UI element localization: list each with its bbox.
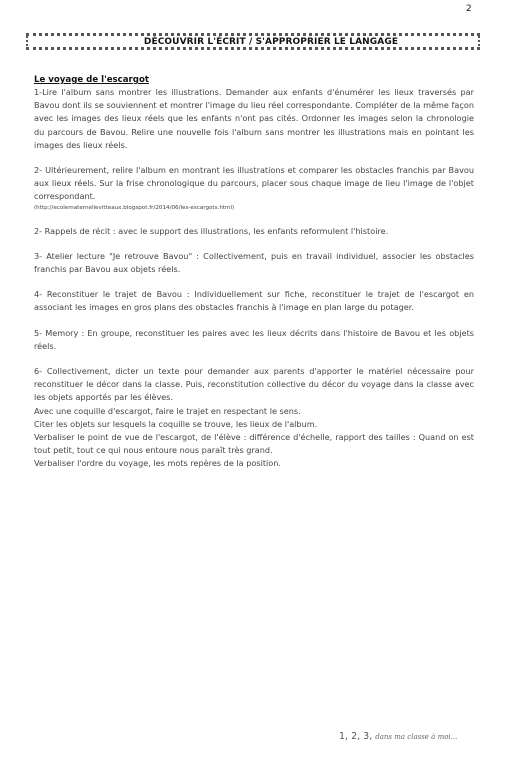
footer-signature xyxy=(339,731,457,742)
page-number: 2 xyxy=(466,4,472,14)
spacer xyxy=(34,353,474,365)
paragraph-6: 5- Memory : En groupe, reconstituer les paires avec les lieux décrits dans l'histoire de Bavou et les objets réels. xyxy=(34,327,474,351)
paragraph-3: 2- Rappels de récit : avec le support des illustrations, les enfants reformulent l'histoire. xyxy=(34,225,389,236)
paragraph-7: 6- Collectivement, dicter un texte pour demander aux parents d'apporter le matériel nécessaire pour reconstituer le décor dans la classe. Puis, reconstitution collective du décor du voyage dans la classe avec les objets apportés par les élèves. xyxy=(34,366,474,403)
paragraph-7-line-4: Verbaliser le point de vue de l'escargot, de l'élève : différence d'échelle, rapport des tailles : Quand on est tout petit, tout ce qui nous entoure nous paraît très grand. xyxy=(34,432,474,456)
section-title: Le voyage de l'escargot xyxy=(34,75,149,85)
header-title: DÉCOUVRIR L'ÉCRIT / S'APPROPRIER LE LANGAGE xyxy=(143,36,399,47)
paragraph-5: 4- Reconstituer le trajet de Bavou : Individuellement sur fiche, reconstituer le trajet de l'escargot en associant les images en gros plans des obstacles franchis à l'image en plan large du potager. xyxy=(34,289,474,313)
spacer xyxy=(34,152,474,164)
paragraph-4: 3- Atelier lecture "Je retrouve Bavou" : Collectivement, puis en travail individuel, associer les obstacles franchis par Bavou aux objets réels. xyxy=(34,250,474,275)
footer-numbers: 1, 2, 3, xyxy=(339,731,373,742)
spacer xyxy=(34,213,474,225)
paragraph-7-line-2: Avec une coquille d'escargot, faire le trajet en respectant le sens. xyxy=(34,405,301,416)
paragraph-2: 2- Ultérieurement, relire l'album en montrant les illustrations et comparer les obstacles franchis par Bavou aux lieux réels. Sur la frise chronologique du parcours, placer sous chaque image de lieu l'image de l'objet correspondant. xyxy=(34,165,474,202)
paragraph-7-line-5: Verbaliser l'ordre du voyage, les mots repères de la position. xyxy=(34,458,281,469)
spacer xyxy=(34,238,474,250)
spacer xyxy=(34,315,474,327)
footer-script: dans ma classe à moi... xyxy=(375,733,458,741)
paragraph-7-line-3: Citer les objets sur lesquels la coquille se trouve, les lieux de l'album. xyxy=(34,418,318,429)
section-header-box xyxy=(26,33,480,50)
paragraph-1: 1-Lire l'album sans montrer les illustrations. Demander aux enfants d'énumérer les lieux traversés par Bavou dont ils se souviennent et montrer l'image du lieu réel correspondante. Compléter de la même façon avec les images des lieux réels que les enfants n'ont pas cités. Ordonner les images selon la chronologie du parcours de Bavou. Relire une nouvelle fois l'album sans montrer les illustrations mais en pointant les images des lieux réels. xyxy=(34,87,474,150)
source-url: (http://ecolematernellevitteaux.blogspot.fr/2014/06/les-escargots.html) xyxy=(34,204,235,211)
document-body xyxy=(34,74,474,471)
spacer xyxy=(34,276,474,288)
